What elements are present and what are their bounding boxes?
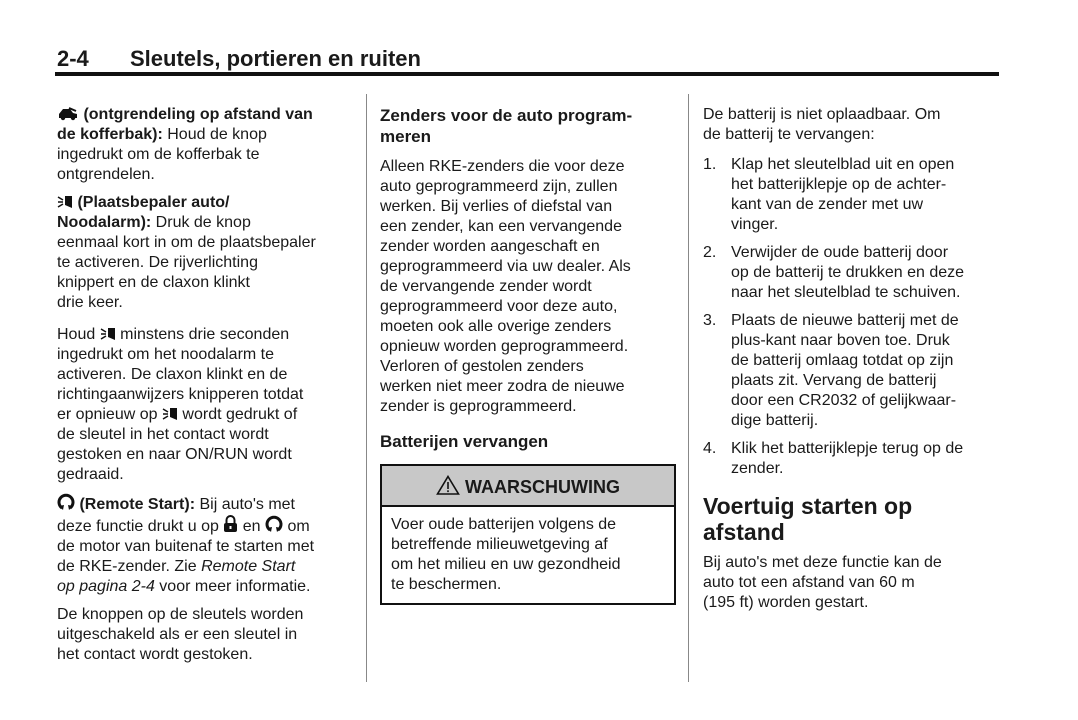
column-divider — [688, 94, 689, 682]
step-number: 4. — [703, 440, 717, 457]
text: Bij auto's met — [195, 496, 295, 513]
column-3 — [703, 105, 1001, 621]
text: richtingaanwijzers knipperen totdat — [57, 386, 304, 403]
text-line: plus-kant naar boven toe. Druk — [731, 332, 950, 349]
list-item — [703, 439, 1001, 479]
text-line: de batterij omlaag totdat op zijn — [731, 352, 954, 369]
text: ingedrukt om het noodalarm te — [57, 346, 275, 363]
remote-start-icon — [57, 493, 75, 511]
text-line: werken. Bij verlies of diefstal van — [380, 198, 613, 215]
text-line: om het milieu en uw gezondheid — [391, 556, 621, 573]
text-line: naar het sleutelblad te schuiven. — [731, 284, 961, 301]
list-item — [703, 155, 1001, 235]
text-line: Alleen RKE-zenders die voor deze — [380, 158, 625, 175]
vehicle-locator-icon — [100, 327, 116, 341]
text: knippert en de claxon klinkt — [57, 274, 250, 291]
text-line: zender worden aangeschaft en — [380, 238, 600, 255]
text: minstens drie seconden — [115, 326, 290, 343]
text: de motor van buitenaf te starten met — [57, 538, 315, 555]
text-line: kant van de zender met uw — [731, 196, 924, 213]
trunk-release-paragraph — [57, 105, 357, 185]
text-line: op de batterij te drukken en deze — [731, 264, 965, 281]
text-line: moeten ook alle overige zenders — [380, 318, 612, 335]
warning-text — [382, 507, 674, 603]
cross-reference-link[interactable]: Remote Start — [201, 558, 296, 575]
text: Druk de knop — [151, 214, 251, 231]
panic-alarm-paragraph — [57, 325, 357, 485]
column-divider — [366, 94, 367, 682]
text: uitgeschakeld als er een sleutel in — [57, 626, 298, 643]
text-line: zender is geprogrammeerd. — [380, 398, 577, 415]
text-line: dige batterij. — [731, 412, 819, 429]
vehicle-locator-icon — [162, 407, 178, 421]
text-line: Bij auto's met deze functie kan de — [703, 554, 942, 571]
column-2 — [380, 105, 678, 605]
term: de kofferbak): — [57, 126, 163, 143]
text: De knoppen op de sleutels worden — [57, 606, 304, 623]
car-trunk-icon — [57, 107, 79, 121]
list-item — [703, 243, 1001, 303]
text-line: Plaats de nieuwe batterij met de — [731, 312, 959, 329]
page-title: Sleutels, portieren en ruiten — [130, 46, 421, 71]
term: Noodalarm): — [57, 214, 152, 231]
text-line: auto geprogrammeerd zijn, zullen — [380, 178, 618, 195]
section-heading: Voertuig starten op afstand — [703, 493, 913, 545]
text-line: het batterijklepje op de achter- — [731, 176, 947, 193]
step-text — [731, 439, 963, 479]
text-line: vinger. — [731, 216, 779, 233]
text: te activeren. De rijverlichting — [57, 254, 258, 271]
step-text — [731, 311, 959, 431]
text: drie keer. — [57, 294, 123, 311]
text-line: opnieuw worden geprogrammeerd. — [380, 338, 629, 355]
text-line: door een CR2032 of gelijkwaar- — [731, 392, 957, 409]
warning-header — [382, 466, 674, 507]
step-number: 1. — [703, 156, 717, 173]
page-number: 2-4 — [57, 46, 89, 71]
text-line: zender. — [731, 460, 784, 477]
text: deze functie drukt u op — [57, 518, 224, 535]
text: ingedrukt om de kofferbak te — [57, 146, 260, 163]
lock-icon — [223, 515, 238, 533]
term: (ontgrendeling op afstand van — [83, 106, 313, 123]
step-number: 3. — [703, 312, 717, 329]
text-line: auto tot een afstand van 60 m — [703, 574, 915, 591]
text: en — [238, 518, 266, 535]
text: om — [283, 518, 310, 535]
programming-paragraph — [380, 157, 678, 417]
text: activeren. De claxon klinkt en de — [57, 366, 288, 383]
warning-box — [380, 464, 676, 605]
step-number: 2. — [703, 244, 717, 261]
text: wordt gedrukt of — [177, 406, 298, 423]
section-heading: Batterijen vervangen — [380, 432, 549, 451]
text-line: Voer oude batterijen volgens de — [391, 516, 617, 533]
text-line: de vervangende zender wordt — [380, 278, 592, 295]
text: er opnieuw op — [57, 406, 162, 423]
section-heading: Zenders voor de auto program- meren — [380, 106, 633, 146]
text: gedraaid. — [57, 466, 124, 483]
text: de RKE-zender. Zie — [57, 558, 202, 575]
text-line: de batterij te vervangen: — [703, 126, 875, 143]
text-line: geprogrammeerd voor deze auto, — [380, 298, 618, 315]
text: Houd — [57, 326, 100, 343]
battery-intro-paragraph — [703, 105, 1001, 145]
text: het contact wordt gestoken. — [57, 646, 253, 663]
text-line: betreffende milieuwetgeving af — [391, 536, 608, 553]
text-line: Klap het sleutelblad uit en open — [731, 156, 955, 173]
vehicle-locator-paragraph — [57, 193, 357, 313]
text-line: Verloren of gestolen zenders — [380, 358, 584, 375]
battery-steps-list — [703, 155, 1001, 479]
step-text — [731, 155, 954, 235]
page-header — [57, 46, 421, 72]
cross-reference-link[interactable]: op pagina 2-4 — [57, 578, 155, 595]
keys-disabled-paragraph — [57, 605, 357, 665]
step-text — [731, 243, 964, 303]
warning-title: WAARSCHUWING — [465, 477, 620, 497]
remote-start-icon — [265, 515, 283, 533]
remote-start-range-paragraph — [703, 553, 1001, 613]
text-line: Verwijder de oude batterij door — [731, 244, 949, 261]
term: (Remote Start): — [79, 496, 196, 513]
term: (Plaatsbepaler auto/ — [77, 194, 230, 211]
list-item — [703, 311, 1001, 431]
text: voor meer informatie. — [154, 578, 311, 595]
column-1 — [57, 105, 357, 673]
text: gestoken en naar ON/RUN wordt — [57, 446, 292, 463]
text-line: te beschermen. — [391, 576, 502, 593]
text-line: De batterij is niet oplaadbaar. Om — [703, 106, 941, 123]
text-line: Klik het batterijklepje terug op de — [731, 440, 964, 457]
warning-triangle-icon — [436, 475, 460, 495]
remote-start-paragraph — [57, 493, 357, 597]
text-line: plaats zit. Vervang de batterij — [731, 372, 937, 389]
vehicle-locator-icon — [57, 195, 73, 209]
text-line: (195 ft) worden gestart. — [703, 594, 869, 611]
text-line: geprogrammeerd via uw dealer. Als — [380, 258, 631, 275]
text: Houd de knop — [162, 126, 267, 143]
text: eenmaal kort in om de plaatsbepaler — [57, 234, 316, 251]
text-line: werken niet meer zodra de nieuwe — [380, 378, 625, 395]
text: ontgrendelen. — [57, 166, 155, 183]
text: de sleutel in het contact wordt — [57, 426, 269, 443]
header-rule — [55, 72, 999, 76]
text-line: een zender, kan een vervangende — [380, 218, 622, 235]
